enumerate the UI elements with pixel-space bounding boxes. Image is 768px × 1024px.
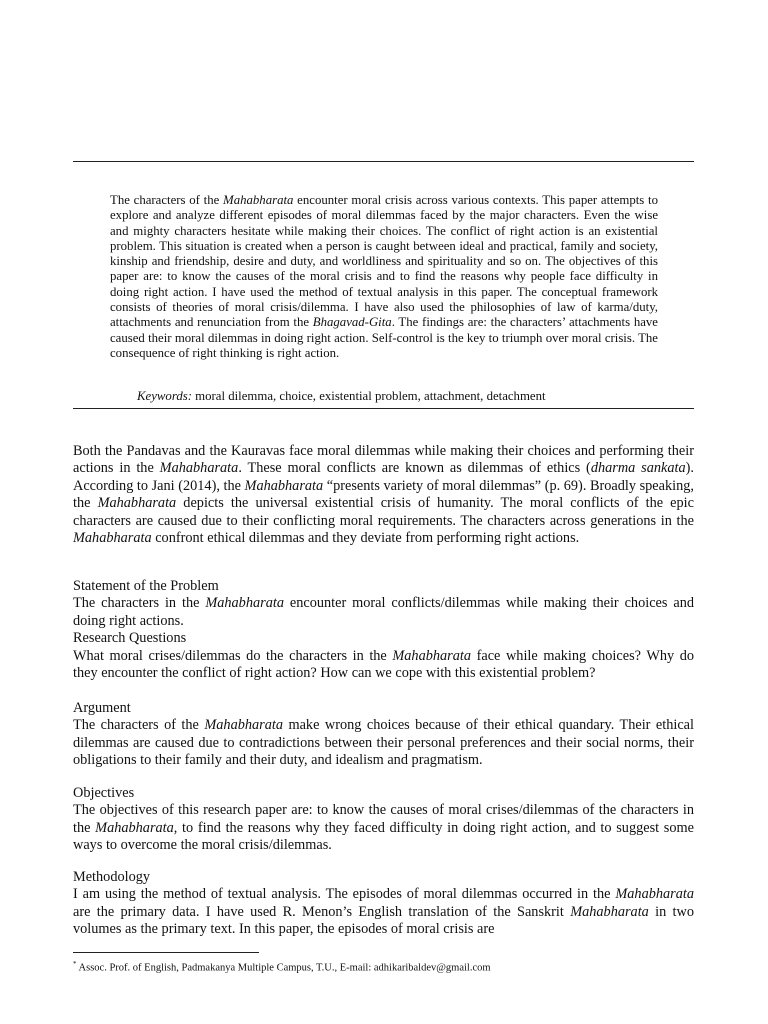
section-argument [73, 700, 694, 770]
footnote: * Assoc. Prof. of English, Padmakanya Multiple Campus, T.U., E-mail: adhikaribaldev@gmail.com [73, 960, 491, 974]
section-heading: Objectives [73, 785, 135, 801]
section-methodology [73, 869, 694, 939]
top-rule [73, 161, 694, 162]
footnote-rule [73, 952, 259, 953]
intro-paragraph: Both the Pandavas and the Kauravas face moral dilemmas while making their choices and performing their actions in the Mahabharata. These moral conflicts are known as dilemmas of ethics (dharma sankata). According to Jani (2014), the Mahabharata “presents variety of moral dilemmas” (p. 69). Broadly speaking, the Mahabharata depicts the universal existential crisis of humanity. The moral conflicts of the epic characters are caused due to their conflicting moral requirements. The characters across generations in the Mahabharata confront ethical dilemmas and they deviate from performing right actions. [73, 443, 694, 547]
section-objectives [73, 785, 694, 855]
section-heading: Methodology [73, 869, 151, 885]
section-problem [73, 578, 694, 682]
abstract: The characters of the Mahabharata encounter moral crisis across various contexts. This paper attempts to explore and analyze different episodes of moral dilemmas faced by the major characters. Even the wise and mighty characters hesitate while making their choices. The conflict of right action is an existential problem. This situation is created when a person is caught between ideal and practical, family and society, kinship and friendship, desire and duty, and worldliness and spirituality and so on. The objectives of this paper are: to know the causes of the moral crisis and to find the reasons why people face difficulty in doing right action. I have used the method of textual analysis in this paper. The conceptual framework consists of theories of moral crisis/dilemma. I have also used the philosophies of law of karma/duty, attachments and renunciation from the Bhagavad-Gita. The findings are: the characters’ attachments have caused their moral dilemmas in doing right action. Self-control is the key to triumph over moral crisis. The consequence of right thinking is right action. [110, 193, 658, 360]
keywords: Keywords: moral dilemma, choice, existential problem, attachment, detachment [137, 389, 546, 403]
section-body: The characters in the Mahabharata encounter moral conflicts/dilemmas while making their choices and doing right actions. [73, 595, 694, 629]
section-body: I am using the method of textual analysis. The episodes of moral dilemmas occurred in the Mahabharata are the primary data. I have used R. Menon’s English translation of the Sanskrit Mahabharata in two volumes as the primary text. In this paper, the episodes of moral crisis are [73, 886, 694, 938]
abstract-bottom-rule [73, 408, 694, 409]
section-heading: Research Questions [73, 630, 187, 647]
section-heading: Statement of the Problem [73, 578, 219, 594]
section-heading: Argument [73, 700, 131, 716]
section-body: The characters of the Mahabharata make wrong choices because of their ethical quandary. Their ethical dilemmas are caused due to contradictions between their personal preferences and their social norms, their obligations to their family and their duty, and idealism and pragmatism. [73, 717, 694, 769]
keywords-label: Keywords: [137, 389, 192, 403]
section-body: The objectives of this research paper are: to know the causes of moral crises/dilemmas of the characters in the Mahabharata, to find the reasons why they faced difficulty in doing right action, and to suggest some ways to overcome the moral crisis/dilemmas. [73, 802, 694, 854]
section-body: What moral crises/dilemmas do the characters in the Mahabharata face while making choices? Why do they encounter the conflict of right action? How can we cope with this existential problem? [73, 647, 694, 682]
